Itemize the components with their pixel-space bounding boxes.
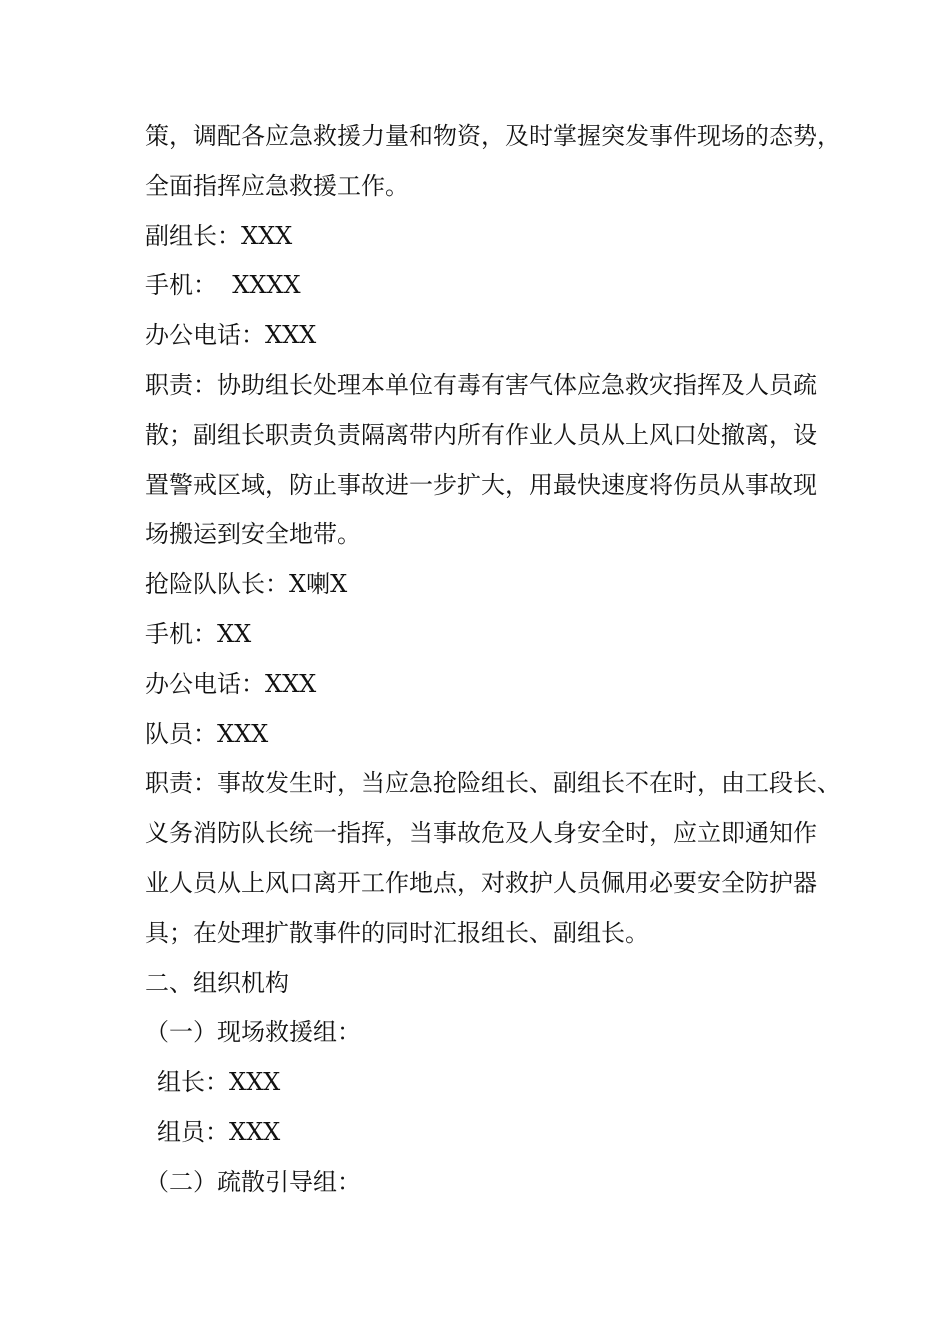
duty-line: 场搬运到安全地带。 [145,520,361,549]
rescue-team-leader-line: 抢险队队长：X喇X [145,570,348,599]
duty-line: 散；副组长职责负责隔离带内所有作业人员从上风口处撤离，设 [145,420,817,449]
paragraph-line: 策，调配各应急救援力量和物资，及时掌握突发事件现场的态势， [145,122,841,150]
mobile-line: 手机：XX [145,619,252,648]
paragraph-line: 全面指挥应急救援工作。 [145,171,409,200]
duty-line: 职责：事故发生时，当应急抢险组长、副组长不在时，由工段长、 [145,769,841,798]
mobile-line: 手机： XXXX [145,271,301,300]
group-member-line: 组员：XXX [157,1117,281,1146]
duty-line: 职责：协助组长处理本单位有毒有害气体应急救灾指挥及人员疏 [145,370,817,399]
duty-line: 业人员从上风口离开工作地点，对救护人员佩用必要安全防护器 [145,868,817,897]
document-body [145,112,841,1208]
group-leader-line: 组长：XXX [157,1068,281,1097]
section-heading: 二、组织机构 [145,968,289,997]
office-phone-line: 办公电话：XXX [145,321,317,350]
subsection-heading: （二）疏散引导组： [145,1167,361,1196]
duty-line: 义务消防队长统一指挥，当事故危及人身安全时，应立即通知作 [145,819,817,848]
deputy-leader-line: 副组长：XXX [145,221,293,250]
duty-line: 具；在处理扩散事件的同时汇报组长、副组长。 [145,918,649,947]
office-phone-line: 办公电话：XXX [145,669,317,698]
subsection-heading: （一）现场救援组： [145,1018,361,1047]
duty-line: 置警戒区域，防止事故进一步扩大，用最快速度将伤员从事故现 [145,470,817,499]
team-member-line: 队员：XXX [145,719,269,748]
